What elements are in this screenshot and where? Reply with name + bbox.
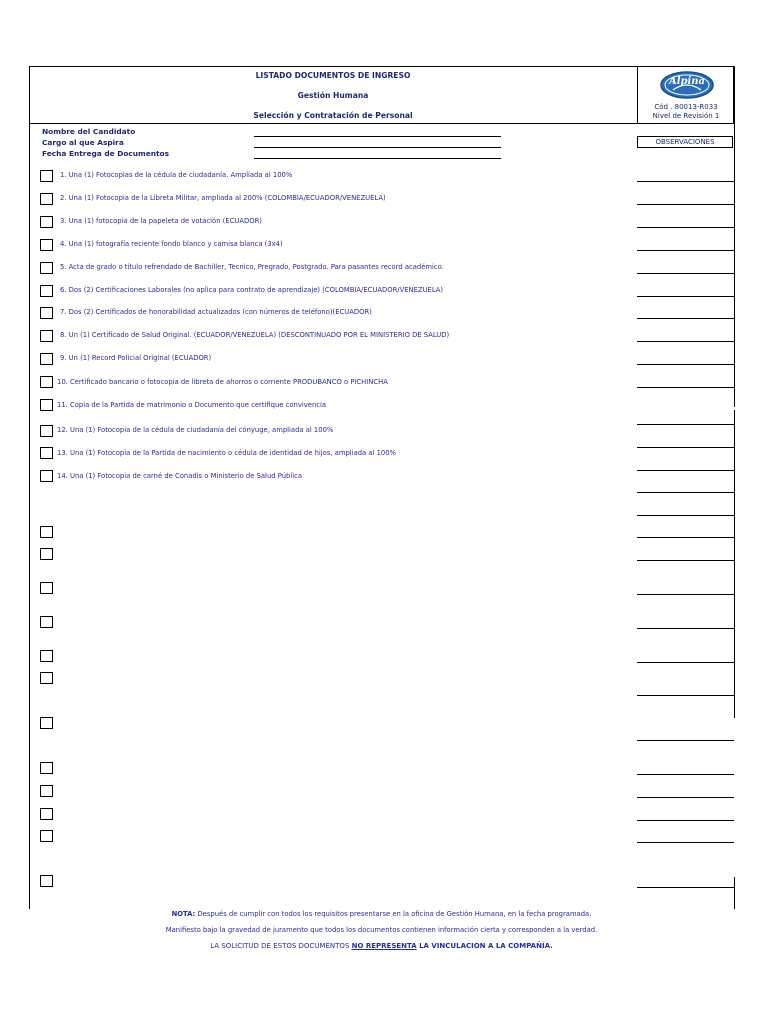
nota-label: NOTA: [171, 910, 196, 918]
observation-line[interactable] [637, 364, 734, 365]
checkbox-item-2[interactable] [40, 193, 53, 205]
header-bottom-line [29, 123, 734, 124]
checkbox-blank[interactable] [40, 526, 53, 538]
observation-line[interactable] [637, 424, 734, 425]
checkbox-item-5[interactable] [40, 262, 53, 274]
logo-text: Alpina [668, 76, 706, 87]
checkbox-blank[interactable] [40, 717, 53, 729]
item-8-label: 8. Un (1) Certificado de Salud Original. (ECUADOR/VENEZUELA) (DESCONTINUADO POR EL MINISTERIO DE SALUD) [60, 331, 450, 339]
observation-line[interactable] [637, 387, 734, 388]
observation-line[interactable] [637, 181, 734, 182]
checkbox-blank[interactable] [40, 762, 53, 774]
observation-line[interactable] [637, 341, 734, 342]
disclaimer-underline: NO REPRESENTA [351, 942, 417, 950]
process-title: Selección y Contratación de Personal [253, 111, 413, 120]
observation-line[interactable] [637, 594, 734, 595]
left-border [29, 66, 30, 909]
alpina-logo [659, 70, 715, 100]
checkbox-blank[interactable] [40, 548, 53, 560]
item-12-label: 12. Una (1) Fotocopia de la cédula de ciudadanía del cónyuge, ampliada al 100% [57, 426, 334, 434]
checkbox-item-1[interactable] [40, 170, 53, 182]
observation-line[interactable] [637, 470, 734, 471]
checkbox-item-4[interactable] [40, 239, 53, 251]
checkbox-item-12[interactable] [40, 425, 53, 437]
checkbox-item-14[interactable] [40, 470, 53, 482]
document-code: Cód . 80013-R033 [654, 103, 718, 111]
checkbox-blank[interactable] [40, 672, 53, 684]
observation-line[interactable] [637, 695, 734, 696]
observation-line[interactable] [637, 318, 734, 319]
observation-line[interactable] [637, 515, 734, 516]
checkbox-blank[interactable] [40, 785, 53, 797]
checkbox-blank[interactable] [40, 808, 53, 820]
right-border-middle [734, 410, 735, 718]
item-14-label: 14. Una (1) Fotocopia de carné de Conadis o Ministerio de Salud Pública [57, 472, 303, 480]
item-13-label: 13. Una (1) Fotocopia de la Partida de nacimiento o cédula de identidad de hijos, ampliada al 100% [57, 449, 397, 457]
item-5-label: 5. Acta de grado o título refrendado de Bachiller, Tecnico, Pregrado, Postgrado. Para pasantes record académico. [60, 263, 444, 271]
checkbox-item-10[interactable] [40, 376, 53, 388]
item-11-label: 11. Copia de la Partida de matrimonio o Documento que certifique convivencia [57, 401, 327, 409]
observation-line[interactable] [637, 227, 734, 228]
observation-line[interactable] [637, 797, 734, 798]
item-2-label: 2. Una (1) Fotocopia de la Libreta Militar, ampliada al 200% (COLOMBIA/ECUADOR/VENEZUELA) [60, 194, 386, 202]
item-4-label: 4. Una (1) fotografía reciente fondo blanco y camisa blanca (3x4) [60, 240, 283, 248]
checkbox-item-9[interactable] [40, 353, 53, 365]
observations-header: OBSERVACIONES [637, 136, 733, 148]
checkbox-item-7[interactable] [40, 307, 53, 319]
disclaimer-line [29, 942, 734, 950]
delivery-date-field[interactable] [254, 158, 501, 159]
checkbox-item-6[interactable] [40, 285, 53, 297]
observation-line[interactable] [637, 842, 734, 843]
item-7-label: 7. Dos (2) Certificados de honorabilidad actualizados (con números de teléfono)(ECUADOR) [60, 308, 372, 316]
right-border-upper [734, 66, 735, 407]
observation-line[interactable] [637, 560, 734, 561]
checkbox-blank[interactable] [40, 830, 53, 842]
checkbox-item-3[interactable] [40, 216, 53, 228]
observation-line[interactable] [637, 250, 734, 251]
checkbox-blank[interactable] [40, 875, 53, 887]
position-label: Cargo al que Aspira [42, 138, 124, 147]
checkbox-blank[interactable] [40, 582, 53, 594]
observation-line[interactable] [637, 492, 734, 493]
disclaimer-post: LA VINCULACION A LA COMPAÑÍA. [416, 942, 553, 950]
nota-text: Después de cumplir con todos los requisitos presentarse en la oficina de Gestión Humana, en la fecha programada. [197, 910, 592, 918]
observation-line[interactable] [637, 273, 734, 274]
disclaimer-pre: LA SOLICITUD DE ESTOS DOCUMENTOS [210, 942, 352, 950]
item-10-label: 10. Certificado bancario o fotocopia de libreta de ahorros o corriente PRODUBANCO o PICHINCHA [57, 378, 388, 386]
checkbox-blank[interactable] [40, 650, 53, 662]
observation-line[interactable] [637, 447, 734, 448]
checkbox-item-8[interactable] [40, 330, 53, 342]
observation-line[interactable] [637, 662, 734, 663]
item-3-label: 3. Una (1) fotocopia de la papeleta de votación (ECUADOR) [60, 217, 262, 225]
candidate-name-field[interactable] [254, 136, 501, 137]
candidate-name-label: Nombre del Candidato [42, 127, 136, 136]
revision-level: Nivel de Revisión 1 [652, 112, 720, 120]
checkbox-item-11[interactable] [40, 399, 53, 411]
checkbox-item-13[interactable] [40, 447, 53, 459]
department-title: Gestión Humana [297, 91, 369, 100]
nota-line [29, 910, 734, 918]
observation-line[interactable] [637, 537, 734, 538]
delivery-date-label: Fecha Entrega de Documentos [42, 149, 170, 158]
item-9-label: 9. Un (1) Record Policial Original (ECUADOR) [60, 354, 212, 362]
observation-line[interactable] [637, 820, 734, 821]
observation-line[interactable] [637, 740, 734, 741]
oath-text: Manifiesto bajo la gravedad de juramento que todos los documentos contienen información cierta y corresponden a la verdad. [165, 926, 598, 934]
observation-line[interactable] [637, 774, 734, 775]
observation-line[interactable] [637, 204, 734, 205]
right-border-lower [734, 877, 735, 909]
observation-line[interactable] [637, 296, 734, 297]
item-6-label: 6. Dos (2) Certificaciones Laborales (no aplica para contrato de aprendizaje) (COLOMBIA/ECUADOR/VENEZUELA) [60, 286, 444, 294]
position-field[interactable] [254, 147, 501, 148]
observation-line[interactable] [637, 887, 734, 888]
item-1-label: 1. Una (1) Fotocopias de la cédula de ciudadanía. Ampliada al 100% [60, 171, 293, 179]
document-title: LISTADO DOCUMENTOS DE INGRESO [255, 71, 411, 80]
checkbox-blank[interactable] [40, 616, 53, 628]
observation-line[interactable] [637, 628, 734, 629]
